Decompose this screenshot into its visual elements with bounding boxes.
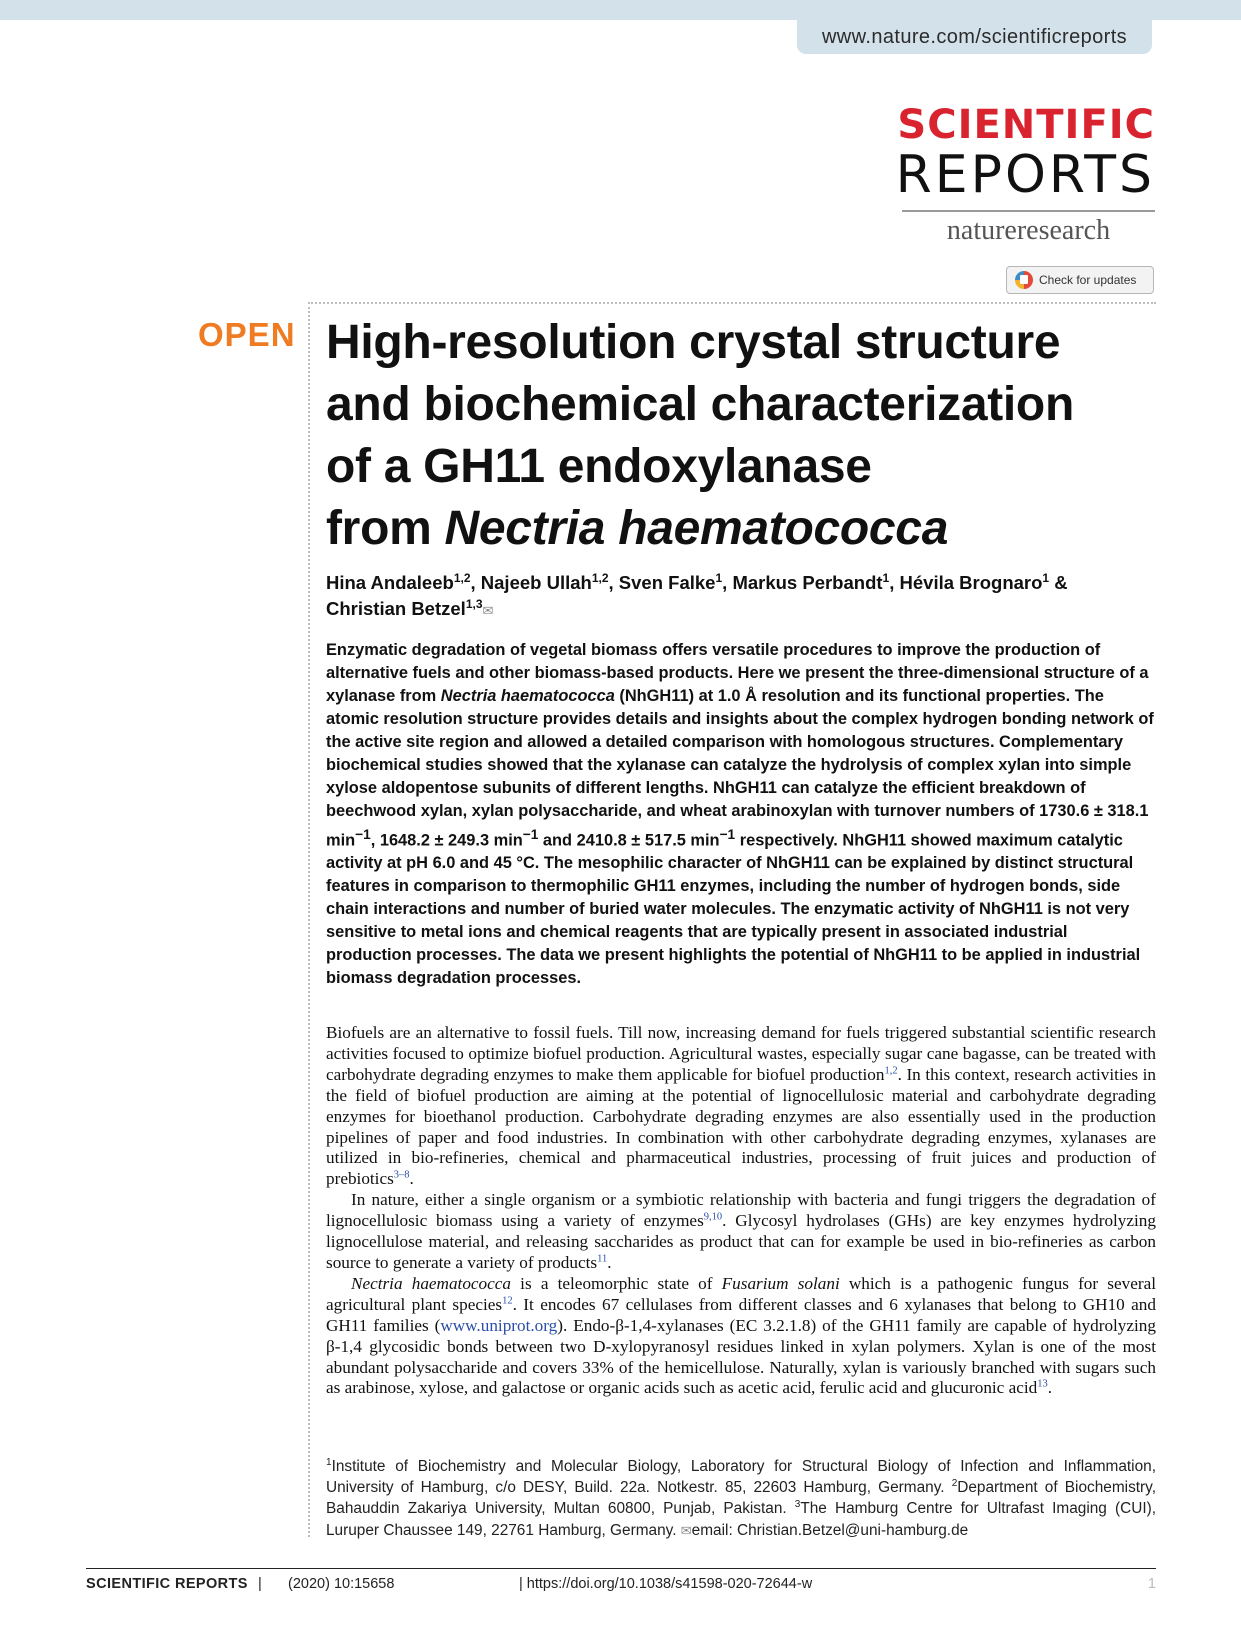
- author-list: [326, 570, 1156, 624]
- author-affiliation-sup: 1: [715, 570, 723, 585]
- text-run: . It encodes 67 cellulases from different classes and 6 xylanases that belong to GH10 and GH11 families (: [326, 1294, 1156, 1335]
- author-affiliation-sup: 1,2: [453, 570, 471, 585]
- crossmark-icon: [1015, 271, 1033, 289]
- footer-journal: SCIENTIFIC REPORTS: [86, 1576, 248, 1592]
- citation-link[interactable]: 9,10: [703, 1211, 723, 1223]
- text-run: . Glycosyl hydrolases (GHs) are key enzymes hydrolyzing lignocellulose material, and releasing saccharides as product that can for example be used in bio-refineries as carbon source to generate a variety of products: [326, 1211, 1156, 1272]
- paragraph: [326, 1023, 1156, 1190]
- author-affiliation-sup: 1: [1042, 570, 1050, 585]
- title-line: High-resolution crystal structure: [326, 316, 1061, 369]
- author-name: Hévila Brognaro: [899, 572, 1043, 593]
- author-name: Najeeb Ullah: [480, 572, 592, 593]
- abstract-text: , 1648.2 ± 249.3 min: [370, 831, 523, 850]
- journal-logo: [896, 103, 1155, 203]
- author-separator: ,: [722, 572, 733, 593]
- text-run: . In this context, research activities in the field of biofuel production are aiming at the potential of lignocellulosic material and carbohydrate degrading enzymes for bioethanol production. Carbohydrate degrading enzymes are also essentially used in the production pipelines of paper and food industries. In combination with other carbohydrate degrading enzymes, xylanases are utilized in bio-refineries, chemical and pharmaceutical industries, processing of fruit juices and production of prebiotics: [326, 1064, 1156, 1189]
- logo-scientific: SCIENTIFIC: [897, 102, 1155, 148]
- affiliation-number: 3: [794, 1499, 801, 1511]
- citation-link[interactable]: 3–8: [393, 1169, 410, 1181]
- journal-url[interactable]: www.nature.com/scientificreports: [797, 20, 1152, 54]
- citation-link[interactable]: 13: [1037, 1378, 1048, 1390]
- text-run: is a teleomorphic state of: [511, 1273, 722, 1293]
- paragraph: [326, 1274, 1156, 1399]
- author[interactable]: [326, 572, 471, 593]
- author-name: Christian Betzel: [326, 598, 466, 619]
- article-title: [326, 312, 1156, 560]
- affiliation-number: 2: [951, 1478, 958, 1490]
- abstract-text: and 2410.8 ± 517.5 min: [538, 831, 720, 850]
- open-access-label: OPEN: [198, 316, 296, 353]
- title-species: Nectria haematococca: [444, 502, 949, 555]
- abstract-species: Nectria haematococca: [440, 687, 615, 705]
- check-for-updates-button[interactable]: [1006, 266, 1154, 294]
- footer-citation: (2020) 10:15658: [288, 1576, 395, 1592]
- title-line: of a GH11 endoxylanase: [326, 440, 872, 493]
- abstract-text: (NhGH11) at 1.0 Å resolution and its functional properties. The atomic resolution structure provides details and insights about the complex hydrogen bonding network of the active site region and allowed a detailed comparison with homologous structures. Complementary biochemical studies showed that the xylanase can catalyze the hydrolysis of complex xylan into simple xylose aldopentose subunits of different lengths. NhGH11 can catalyze the efficient breakdown of beechwood xylan, xylan polysaccharide, and wheat arabinoxylan with turnover numbers of 1730.6 ± 318.1 min: [326, 687, 1154, 850]
- logo-reports: REPORTS: [895, 145, 1155, 205]
- corresponding-email[interactable]: email: Christian.Betzel@uni-hamburg.de: [691, 1521, 969, 1539]
- page-footer: [86, 1576, 1156, 1600]
- affiliation-text: The Hamburg Centre for Ultrafast Imaging (CUI), Luruper Chaussee 149, 22761 Hamburg, Germany.: [326, 1500, 1157, 1539]
- text-run: ). Endo-β-1,4-xylanases (EC 3.2.1.8) of the GH11 family are capable of hydrolyzing β-1,4 glycosidic bonds between two D-xylopyranosyl residues linked in xylan polymers. Xylan is one of the most abundant polysaccharide and covers 33% of the hemicellulose. Naturally, xylan is variously branched with sugars such as arabinose, xylose, and galactose or organic acids such as acetic acid, ferulic acid and glucuronic acid: [326, 1315, 1156, 1398]
- unit-exponent: −1: [522, 827, 539, 842]
- footer-separator: |: [258, 1576, 262, 1592]
- citation-link[interactable]: 12: [502, 1295, 513, 1307]
- author-affiliation-sup: 1,2: [591, 570, 609, 585]
- author-separator: ,: [889, 572, 900, 593]
- text-run: In nature, either a single organism or a symbiotic relationship with bacteria and fungi triggers the degradation of lignocellulosic biomass using a variety of enzymes: [326, 1190, 1156, 1231]
- header-divider: [308, 302, 1156, 304]
- main-text: [326, 1023, 1156, 1399]
- abstract-text: Enzymatic degradation of vegetal biomass offers versatile procedures to improve the production of alternative fuels and other biomass-based products. Here we present the three-dimensional structure of a xylanase from: [326, 641, 1149, 705]
- paragraph: [326, 1190, 1156, 1274]
- text-run: Biofuels are an alternative to fossil fuels. Till now, increasing demand for fuels triggered substantial scientific research activities focused to optimize biofuel production. Agricultural wastes, especially sugar cane bagasse, can be treated with carbohydrate degrading enzymes to make them applicable for biofuel production: [326, 1023, 1156, 1084]
- author[interactable]: [900, 572, 1050, 593]
- footer-divider: [86, 1568, 1156, 1569]
- text-run: which is a pathogenic fungus for several agricultural plant species: [326, 1273, 1156, 1314]
- affiliations: [326, 1456, 1156, 1541]
- check-for-updates-label: Check for updates: [1039, 273, 1137, 287]
- author[interactable]: [481, 572, 609, 593]
- author[interactable]: [619, 572, 722, 593]
- text-run: .: [409, 1169, 414, 1189]
- author-affiliation-sup: 1,3: [465, 596, 483, 611]
- author-separator: &: [1049, 572, 1068, 593]
- abstract: [326, 639, 1156, 990]
- author-separator: ,: [470, 572, 481, 593]
- affiliation-text: Institute of Biochemistry and Molecular Biology, Laboratory for Structural Biology of Infection and Inflammation, University of Hamburg, c/o DESY, Build. 22a. Notkestr. 85, 22603 Hamburg, Germany.: [326, 1458, 1156, 1497]
- author-separator: ,: [608, 572, 619, 593]
- affiliation-number: 1: [326, 1456, 332, 1468]
- margin-divider: [308, 302, 310, 1537]
- text-run: .: [607, 1252, 612, 1272]
- envelope-icon[interactable]: ✉: [482, 603, 494, 618]
- title-line: [326, 498, 1156, 560]
- author[interactable]: [732, 572, 889, 593]
- title-prefix: from: [326, 502, 445, 555]
- author-name: Sven Falke: [618, 572, 716, 593]
- affiliation-text: Department of Biochemistry, Bahauddin Zakariya University, Multan 60800, Punjab, Pakistan.: [326, 1479, 1156, 1518]
- species-name: Nectria haematococca: [351, 1273, 511, 1293]
- author-affiliation-sup: 1: [882, 570, 890, 585]
- uniprot-link[interactable]: www.uniprot.org: [440, 1315, 558, 1335]
- publisher-name: natureresearch: [946, 215, 1111, 246]
- footer-doi-link[interactable]: | https://doi.org/10.1038/s41598-020-72644-w: [519, 1576, 813, 1592]
- unit-exponent: −1: [355, 827, 371, 842]
- title-line: and biochemical characterization: [326, 378, 1074, 431]
- species-name: Fusarium solani: [721, 1273, 840, 1293]
- unit-exponent: −1: [719, 827, 736, 842]
- top-banner: [0, 0, 1241, 20]
- author-name: Hina Andaleeb: [326, 572, 454, 593]
- logo-divider: [902, 210, 1155, 212]
- author-name: Markus Perbandt: [732, 572, 883, 593]
- envelope-icon: ✉: [680, 1522, 692, 1538]
- author[interactable]: [326, 598, 483, 619]
- abstract-text: respectively. NhGH11 showed maximum catalytic activity at pH 6.0 and 45 °C. The mesophilic character of NhGH11 can be explained by distinct structural features in comparison to thermophilic GH11 enzymes, including the number of hydrogen bonds, side chain interactions and number of buried water molecules. The enzymatic activity of NhGH11 is not very sensitive to metal ions and chemical reagents that are typically present in associated industrial production processes. The data we present highlights the potential of NhGH11 to be applied in industrial biomass degradation processes.: [326, 831, 1141, 988]
- citation-link[interactable]: 1,2: [884, 1065, 898, 1077]
- page-number: 1: [1147, 1576, 1156, 1592]
- citation-link[interactable]: 11: [597, 1253, 608, 1265]
- text-run: .: [1047, 1378, 1053, 1398]
